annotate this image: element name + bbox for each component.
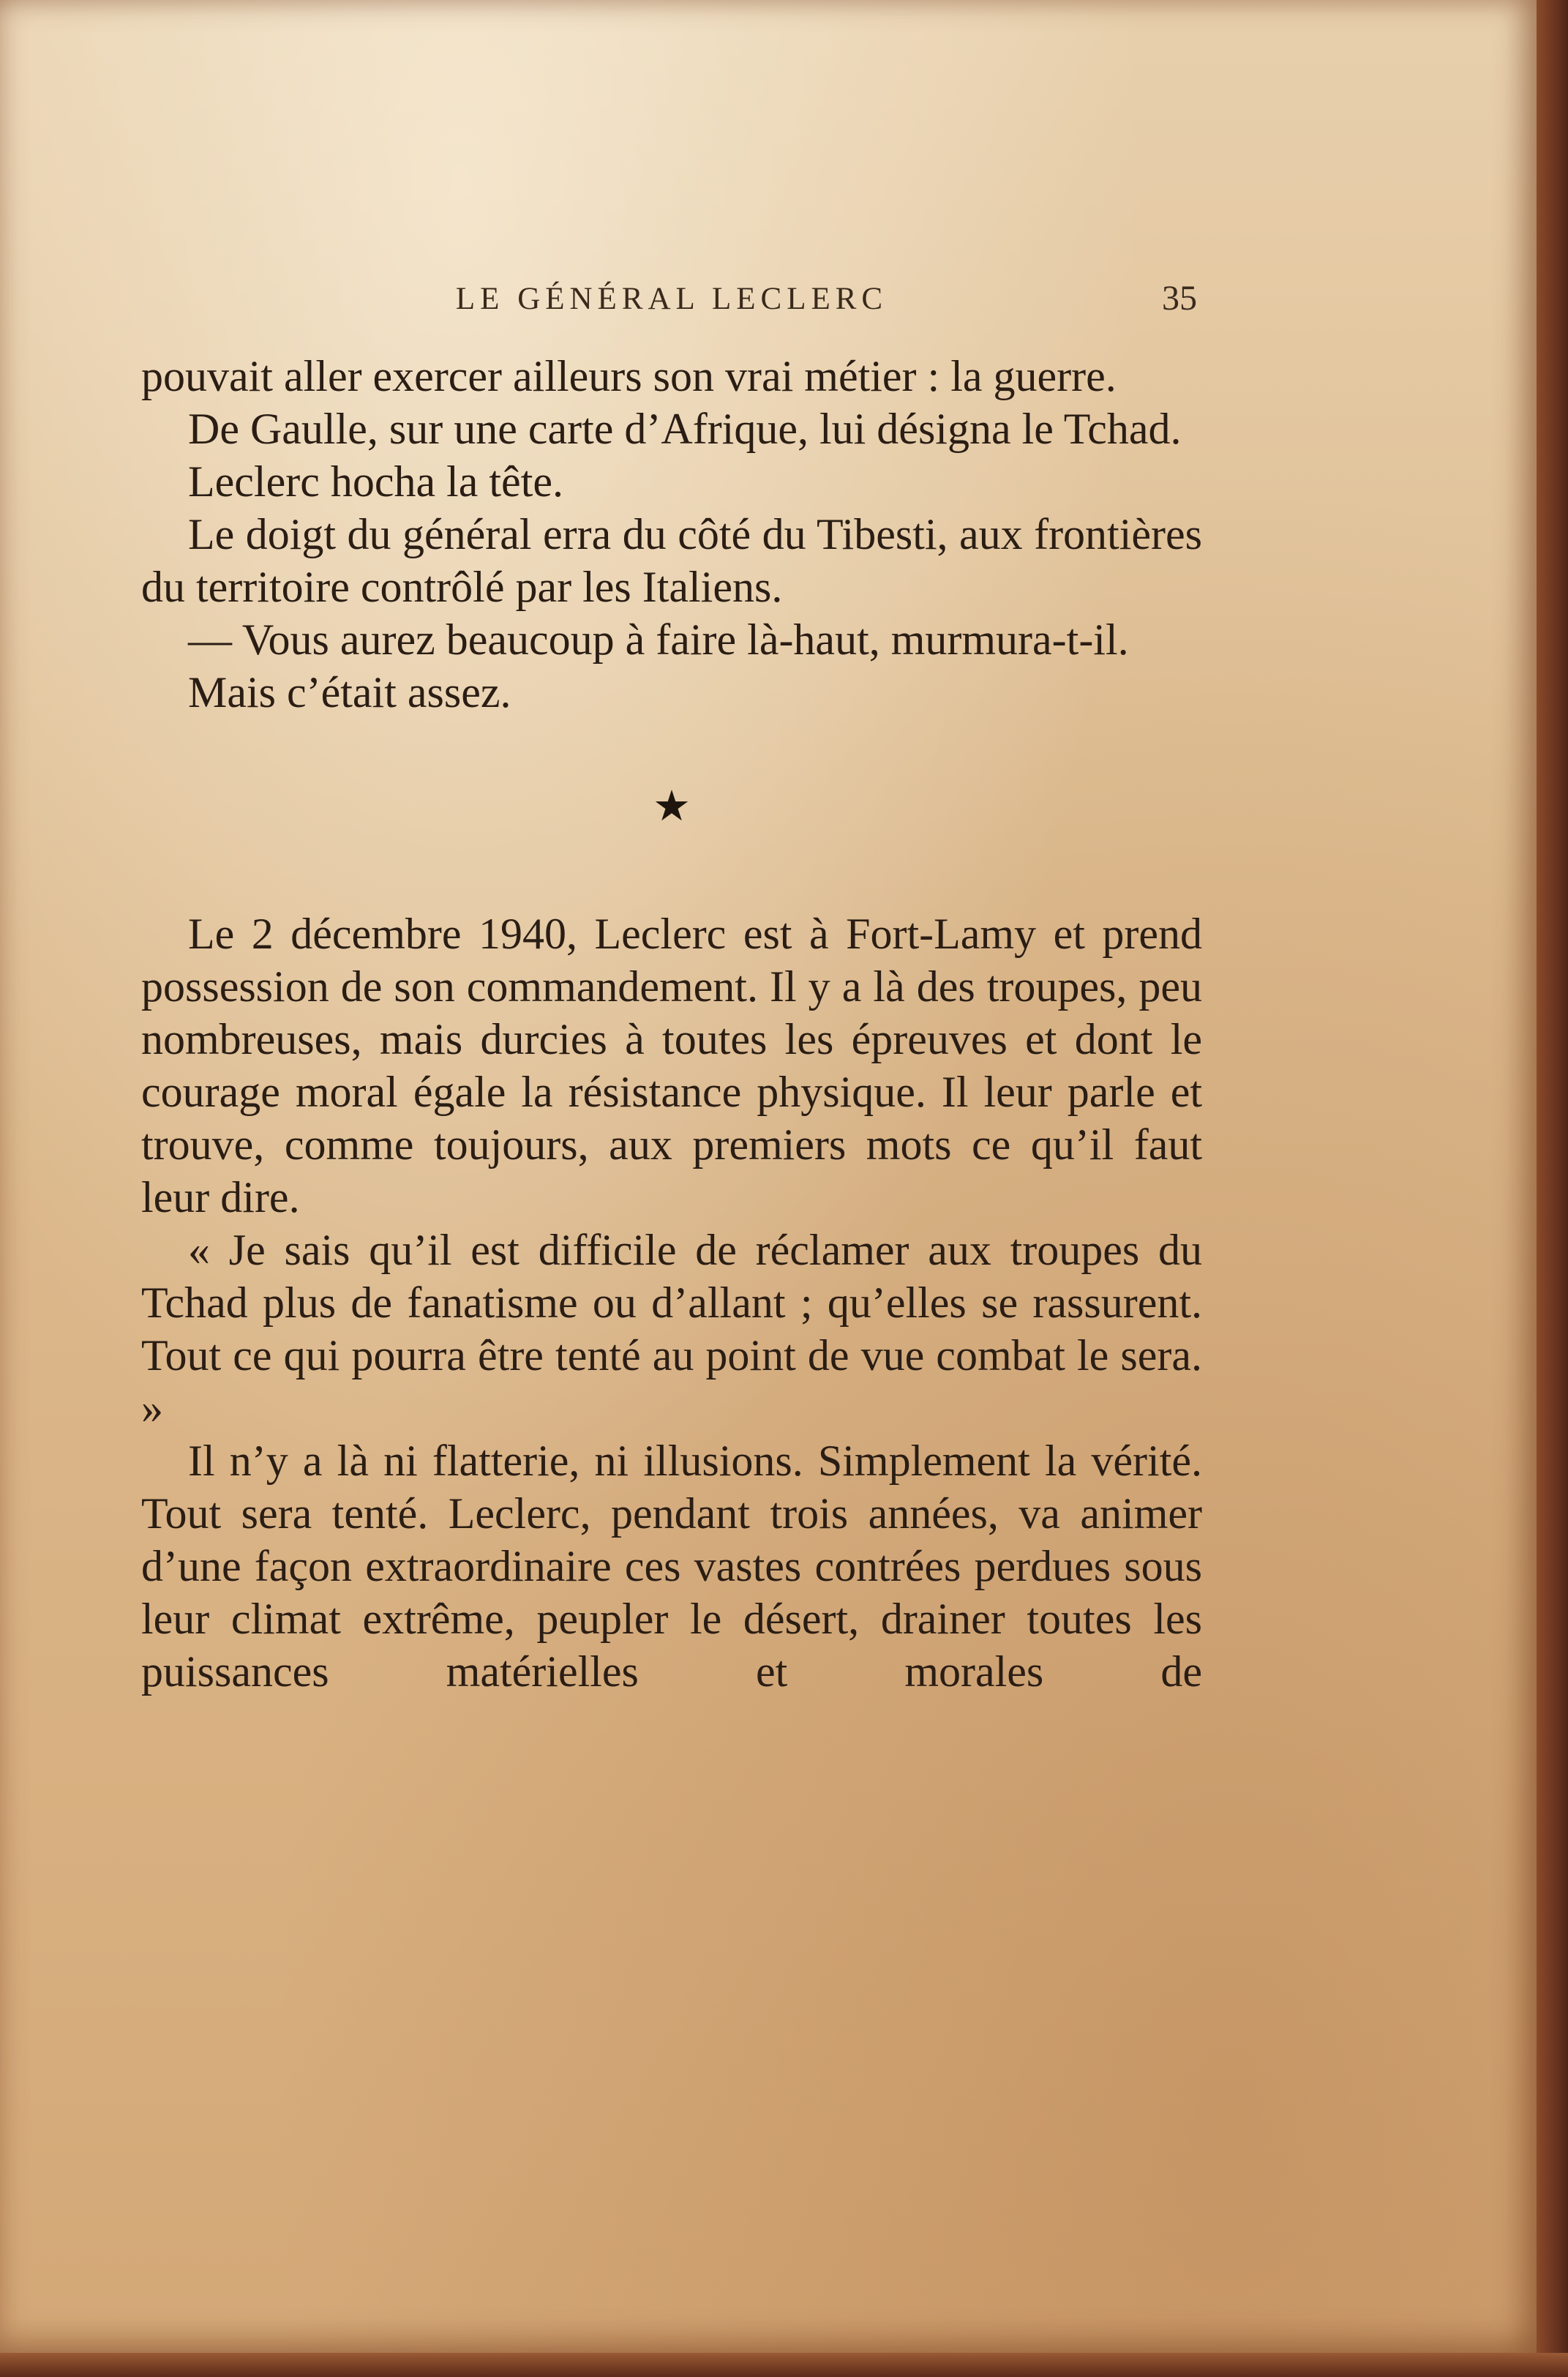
paragraph: Mais c’était assez.: [188, 668, 511, 716]
page-header: [143, 277, 1200, 321]
paragraph: De Gaulle, sur une carte d’Afrique, lui désigna le Tchad.: [188, 405, 1182, 453]
page-bottom-edge: [0, 2353, 1568, 2377]
paragraph: Le doigt du général erra du côté du Tibesti, aux frontières du territoire contrôlé par les Italiens.: [141, 510, 1202, 611]
page-edge-shadow: [1537, 0, 1568, 2377]
paragraph: « Je sais qu’il est difficile de réclamer aux troupes du Tchad plus de fanatisme ou d’allant ; qu’elles se rassurent. Tout ce qui pourra être tenté au point de vue combat le sera. »: [141, 1226, 1202, 1432]
paragraph: Leclerc hocha la tête.: [188, 457, 563, 506]
paragraph: pouvait aller exercer ailleurs son vrai métier : la guerre.: [141, 352, 1117, 400]
running-title: LE GÉNÉRAL LECLERC: [455, 282, 888, 316]
page-number: 35: [1162, 279, 1197, 318]
paragraph: Le 2 décembre 1940, Leclerc est à Fort-Lamy et prend possession de son commandement. Il y a là des troupes, peu nombreuses, mais durcies à toutes les épreuves et dont le courage moral égale la résistance physique. Il leur parle et trouve, comme toujours, aux premiers mots ce qu’il faut leur dire.: [141, 910, 1202, 1221]
page-text: [141, 350, 1202, 1698]
section-separator-star: ★: [653, 782, 691, 830]
paragraph: Il n’y a là ni flatterie, ni illusions. Simplement la vérité. Tout sera tenté. Leclerc, pendant trois années, va animer d’une façon extraordinaire ces vastes contrées perdues sous leur climat extrême, peupler le désert, drainer toutes les puissances matérielles et morales de: [141, 1437, 1202, 1696]
paragraph: — Vous aurez beaucoup à faire là-haut, murmura-t-il.: [188, 615, 1129, 664]
